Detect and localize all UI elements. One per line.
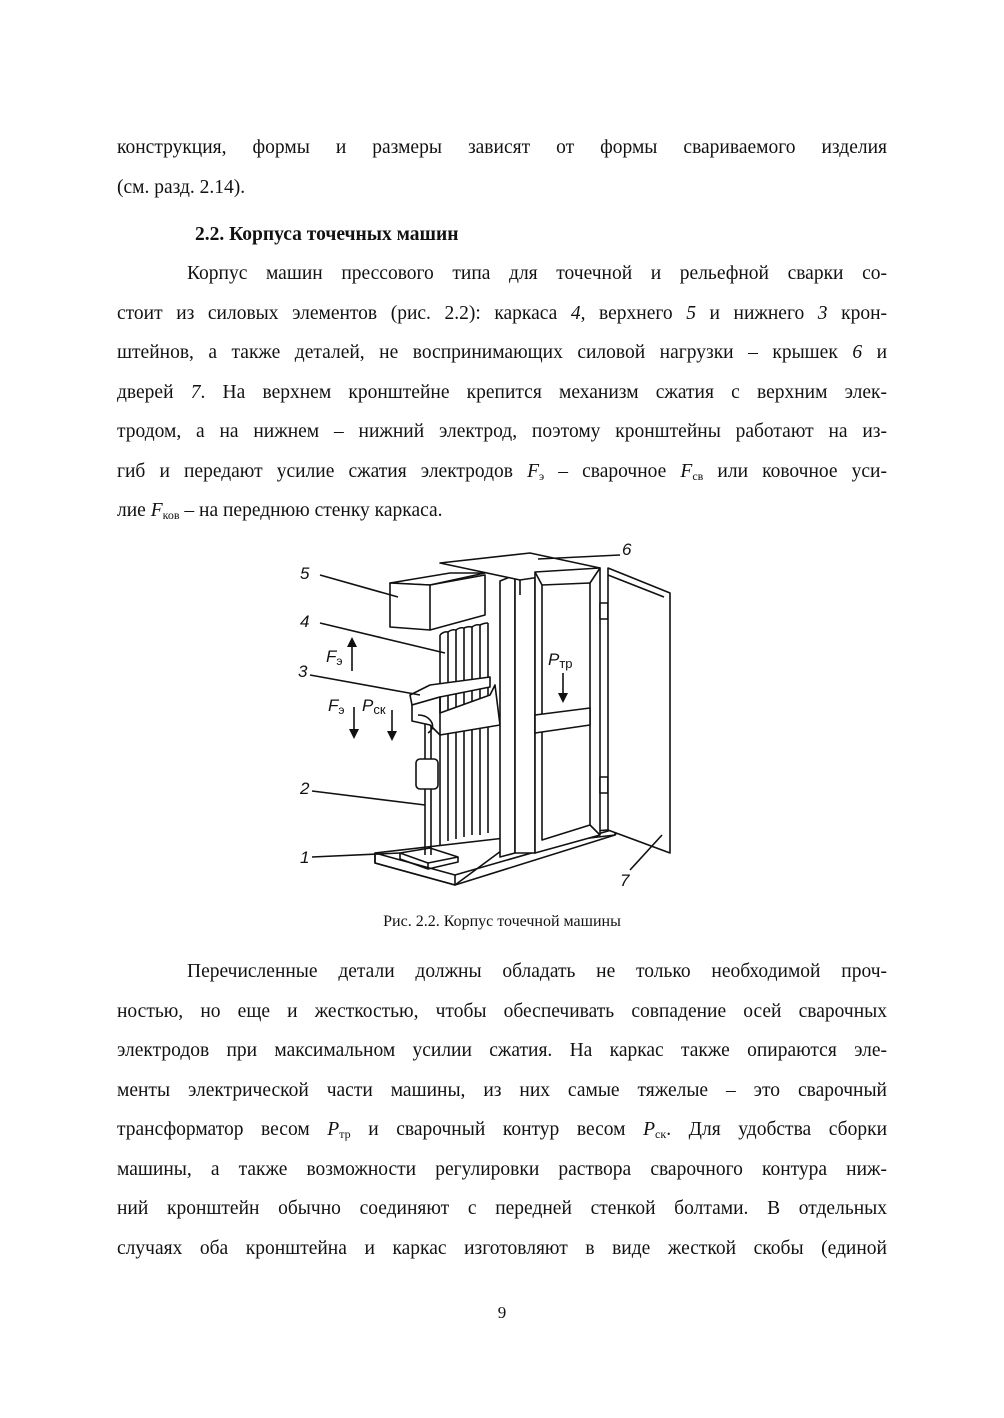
text-line: машины, а также возможности регулировки раствора сварочного контура ниж-	[117, 1158, 887, 1180]
force-label-fe-down: Fэ	[328, 696, 345, 717]
text-line: штейнов, а также деталей, не воспринимающих силовой нагрузки – крышек 6 и	[117, 342, 888, 363]
force-label-psk: Pск	[362, 696, 386, 717]
text-line: дверей 7. На верхнем кронштейне крепится механизм сжатия с верхним элек-	[117, 381, 888, 403]
text-line: менты электрической части машины, из них самые тяжелые – это сварочный	[117, 1079, 887, 1101]
figure-label: 6	[622, 540, 632, 559]
page-number: 9	[497, 1303, 507, 1322]
text-line: ностью, но еще и жесткостью, чтобы обеспечивать совпадение осей сварочных	[117, 1000, 887, 1022]
text-line: конструкция, формы и размеры зависят от формы свариваемого изделия	[117, 137, 887, 158]
figure-label: 3	[298, 662, 308, 681]
section-heading: 2.2. Корпуса точечных машин	[195, 224, 459, 245]
paragraph-continuation	[117, 128, 887, 207]
text-line: Корпус машин прессового типа для точечной и рельефной сварки со-	[187, 263, 887, 284]
text-line: ний кронштейн обычно соединяют с передней стенкой болтами. В отдельных	[117, 1198, 887, 1219]
force-label-ptr: Pтр	[548, 650, 573, 671]
figure-label: 1	[300, 848, 310, 867]
text-line: трансформатор весом $P_{тр}$ и сварочный контур весом $P_{ск}$. Для удобства сборки	[117, 1119, 888, 1141]
text-line: стоит из силовых элементов (рис. 2.2): каркаса 4, верхнего 5 и нижнего 3 крон-	[117, 302, 887, 324]
figure-caption: Рис. 2.2. Корпус точечной машины	[383, 913, 621, 930]
figure-label: 5	[300, 564, 310, 583]
force-label-fe-up: Fэ	[326, 647, 343, 668]
text-line: лие $F_{ков}$ – на переднюю стенку каркаса.	[117, 500, 443, 522]
figure-label: 4	[300, 612, 310, 631]
figure-label: 2	[300, 779, 310, 798]
spot-welding-machine-figure	[290, 535, 690, 895]
paragraph-body-details	[117, 952, 887, 1268]
figure-label: 7	[620, 871, 630, 890]
text-line: электродов при максимальном усилии сжатия. На каркас также опираются эле-	[117, 1040, 887, 1061]
text-line: гиб и передают усилие сжатия электродов $F_э$ – сварочное $F_{св}$ или ковочное уси-	[117, 460, 887, 483]
text-line: случаях оба кронштейна и каркас изготовляют в виде жесткой скобы (единой	[117, 1237, 887, 1259]
text-line: (см. разд. 2.14).	[117, 176, 246, 198]
text-line: тродом, а на нижнем – нижний электрод, поэтому кронштейны работают на из-	[117, 421, 887, 442]
text-line: Перечисленные детали должны обладать не только необходимой проч-	[187, 961, 887, 982]
paragraph-body-intro	[117, 254, 887, 531]
